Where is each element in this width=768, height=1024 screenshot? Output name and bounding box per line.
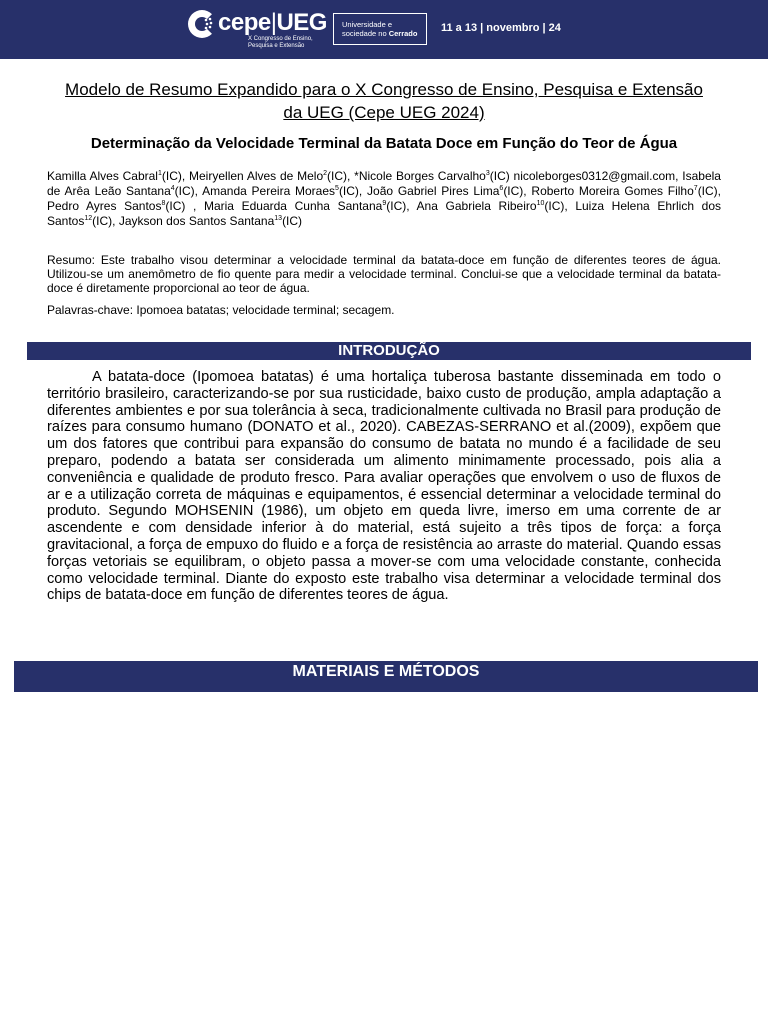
tagline-line2: sociedade no Cerrado [342,29,418,38]
author-affiliation-number: 13 [274,215,283,222]
author-affiliation-number: 8 [161,200,166,207]
author-name: Roberto Moreira Gomes Filho [531,184,694,198]
introduction-body: A batata-doce (Ipomoea batatas) é uma hortaliça tuberosa bastante disseminada em todo o território brasileiro, caracterizando-se por sua rusticidade, baixo custo de produção, ampla adaptação a diferentes ambientes e por sua tolerância à seca, tradicionalmente cultivada no Brasil para produção de raízes para consumo humano (DONATO et al., 2020). CABEZAS-SERRANO et al.(2009), expõem que um dos fatores que contribui para expansão do consumo de batata no mundo é a facilidade de seu preparo, podendo a batata ser considerada um alimento minimamente processado, pois alia a conveniência e qualidade de produto fresco. Para avaliar operações que envolvem o uso de fluxos de ar e a utilização correta de máquinas e equipamentos, é essencial determinar a velocidade terminal do produto. Segundo MOHSENIN (1986), um objeto em queda livre, imerso em uma corrente de ar ascendente e com densidade inferior à do material, está sujeito a três tipos de força: a força gravitacional, a força de empuxo do fluido e a força de resistência ao arraste do material. Quando essas forças vetoriais se equilibram, o objeto passa a mover-se com uma velocidade constante, conhecida como velocidade terminal. Diante do exposto este trabalho visa determinar a velocidade terminal dos chips de batata-doce em função de diferentes teores de água. [47,369,721,604]
author-affiliation-number: 2 [323,170,328,177]
author-name: Luiza Helena Ehrlich dos Santos [47,199,721,228]
author-name: Isabela de Arêa Leão Santana [47,169,721,198]
author-entry [367,184,531,198]
abstract-text: Resumo: Este trabalho visou determinar a velocidade terminal da batata-doce em função de diferentes teores de água. Utilizou-se um anemômetro de fio quente para medir a velocidade terminal. Conclui-se que a velocidade terminal da batata-doce é diretamente proporcional ao teor de água. [47,253,721,295]
logo-subtitle: X Congresso de Ensino, Pesquisa e Extensão [248,36,313,49]
author-role: (IC), [386,199,417,213]
tagline-line1: Universidade e [342,20,393,29]
section-header-methods: MATERIAIS E MÉTODOS [14,661,758,692]
author-role: (IC), [161,169,190,183]
header-banner [0,0,768,59]
author-name: Maria Eduarda Cunha Santana [203,199,383,213]
author-name: Kamilla Alves Cabral [47,169,158,183]
author-role: (IC), [92,214,119,228]
author-affiliation-number: 12 [84,215,93,222]
section-header-introduction: INTRODUÇÃO [27,342,751,360]
author-name: Pedro Ayres Santos [47,199,162,213]
author-affiliation-number: 3 [485,170,490,177]
author-entry [204,199,417,213]
author-list [47,169,721,229]
keywords-text: Palavras-chave: Ipomoea batatas; velocidade terminal; secagem. [47,303,395,317]
author-affiliation-number: 4 [170,185,175,192]
author-affiliation-number: 1 [157,170,162,177]
author-entry [47,199,204,213]
author-role: (IC), [174,184,203,198]
author-name: João Gabriel Pires Lima [367,184,500,198]
event-date: 11 a 13 | novembro | 24 [441,22,561,34]
logo-dots-icon [202,16,218,32]
author-entry [417,199,576,213]
author-entry [202,184,367,198]
author-name: Amanda Pereira Moraes [202,184,336,198]
author-entry [119,214,302,228]
author-affiliation-number: 7 [693,185,698,192]
author-role: (IC), [327,169,355,183]
author-name: *Nicole Borges Carvalho [354,169,486,183]
author-role: (IC), [697,184,722,198]
author-role: (IC), [338,184,368,198]
author-role: (IC) , [165,199,204,213]
author-role: (IC) nicoleborges0312@gmail.com, [489,169,683,183]
logo-wordmark: cepe|UEG [218,9,327,36]
paper-title: Determinação da Velocidade Terminal da Batata Doce em Função do Teor de Água [90,135,678,152]
tagline-box [333,13,427,45]
author-role: (IC), [503,184,532,198]
author-affiliation-number: 9 [382,200,387,207]
author-affiliation-number: 5 [335,185,339,192]
author-entry [354,169,682,183]
author-role: (IC), [544,199,576,213]
document-title: Modelo de Resumo Expandido para o X Congresso de Ensino, Pesquisa e Extensão da UEG (Cepe UEG 2024) [65,80,703,122]
author-entry [189,169,354,183]
author-affiliation-number: 10 [536,200,545,207]
author-name: Ana Gabriela Ribeiro [416,199,537,213]
author-name: Meiryellen Alves de Melo [189,169,324,183]
author-entry [531,184,721,198]
author-affiliation-number: 6 [499,185,504,192]
author-role: (IC) [282,214,303,228]
author-entry [47,169,189,183]
author-name: Jaykson dos Santos Santana [118,214,275,228]
